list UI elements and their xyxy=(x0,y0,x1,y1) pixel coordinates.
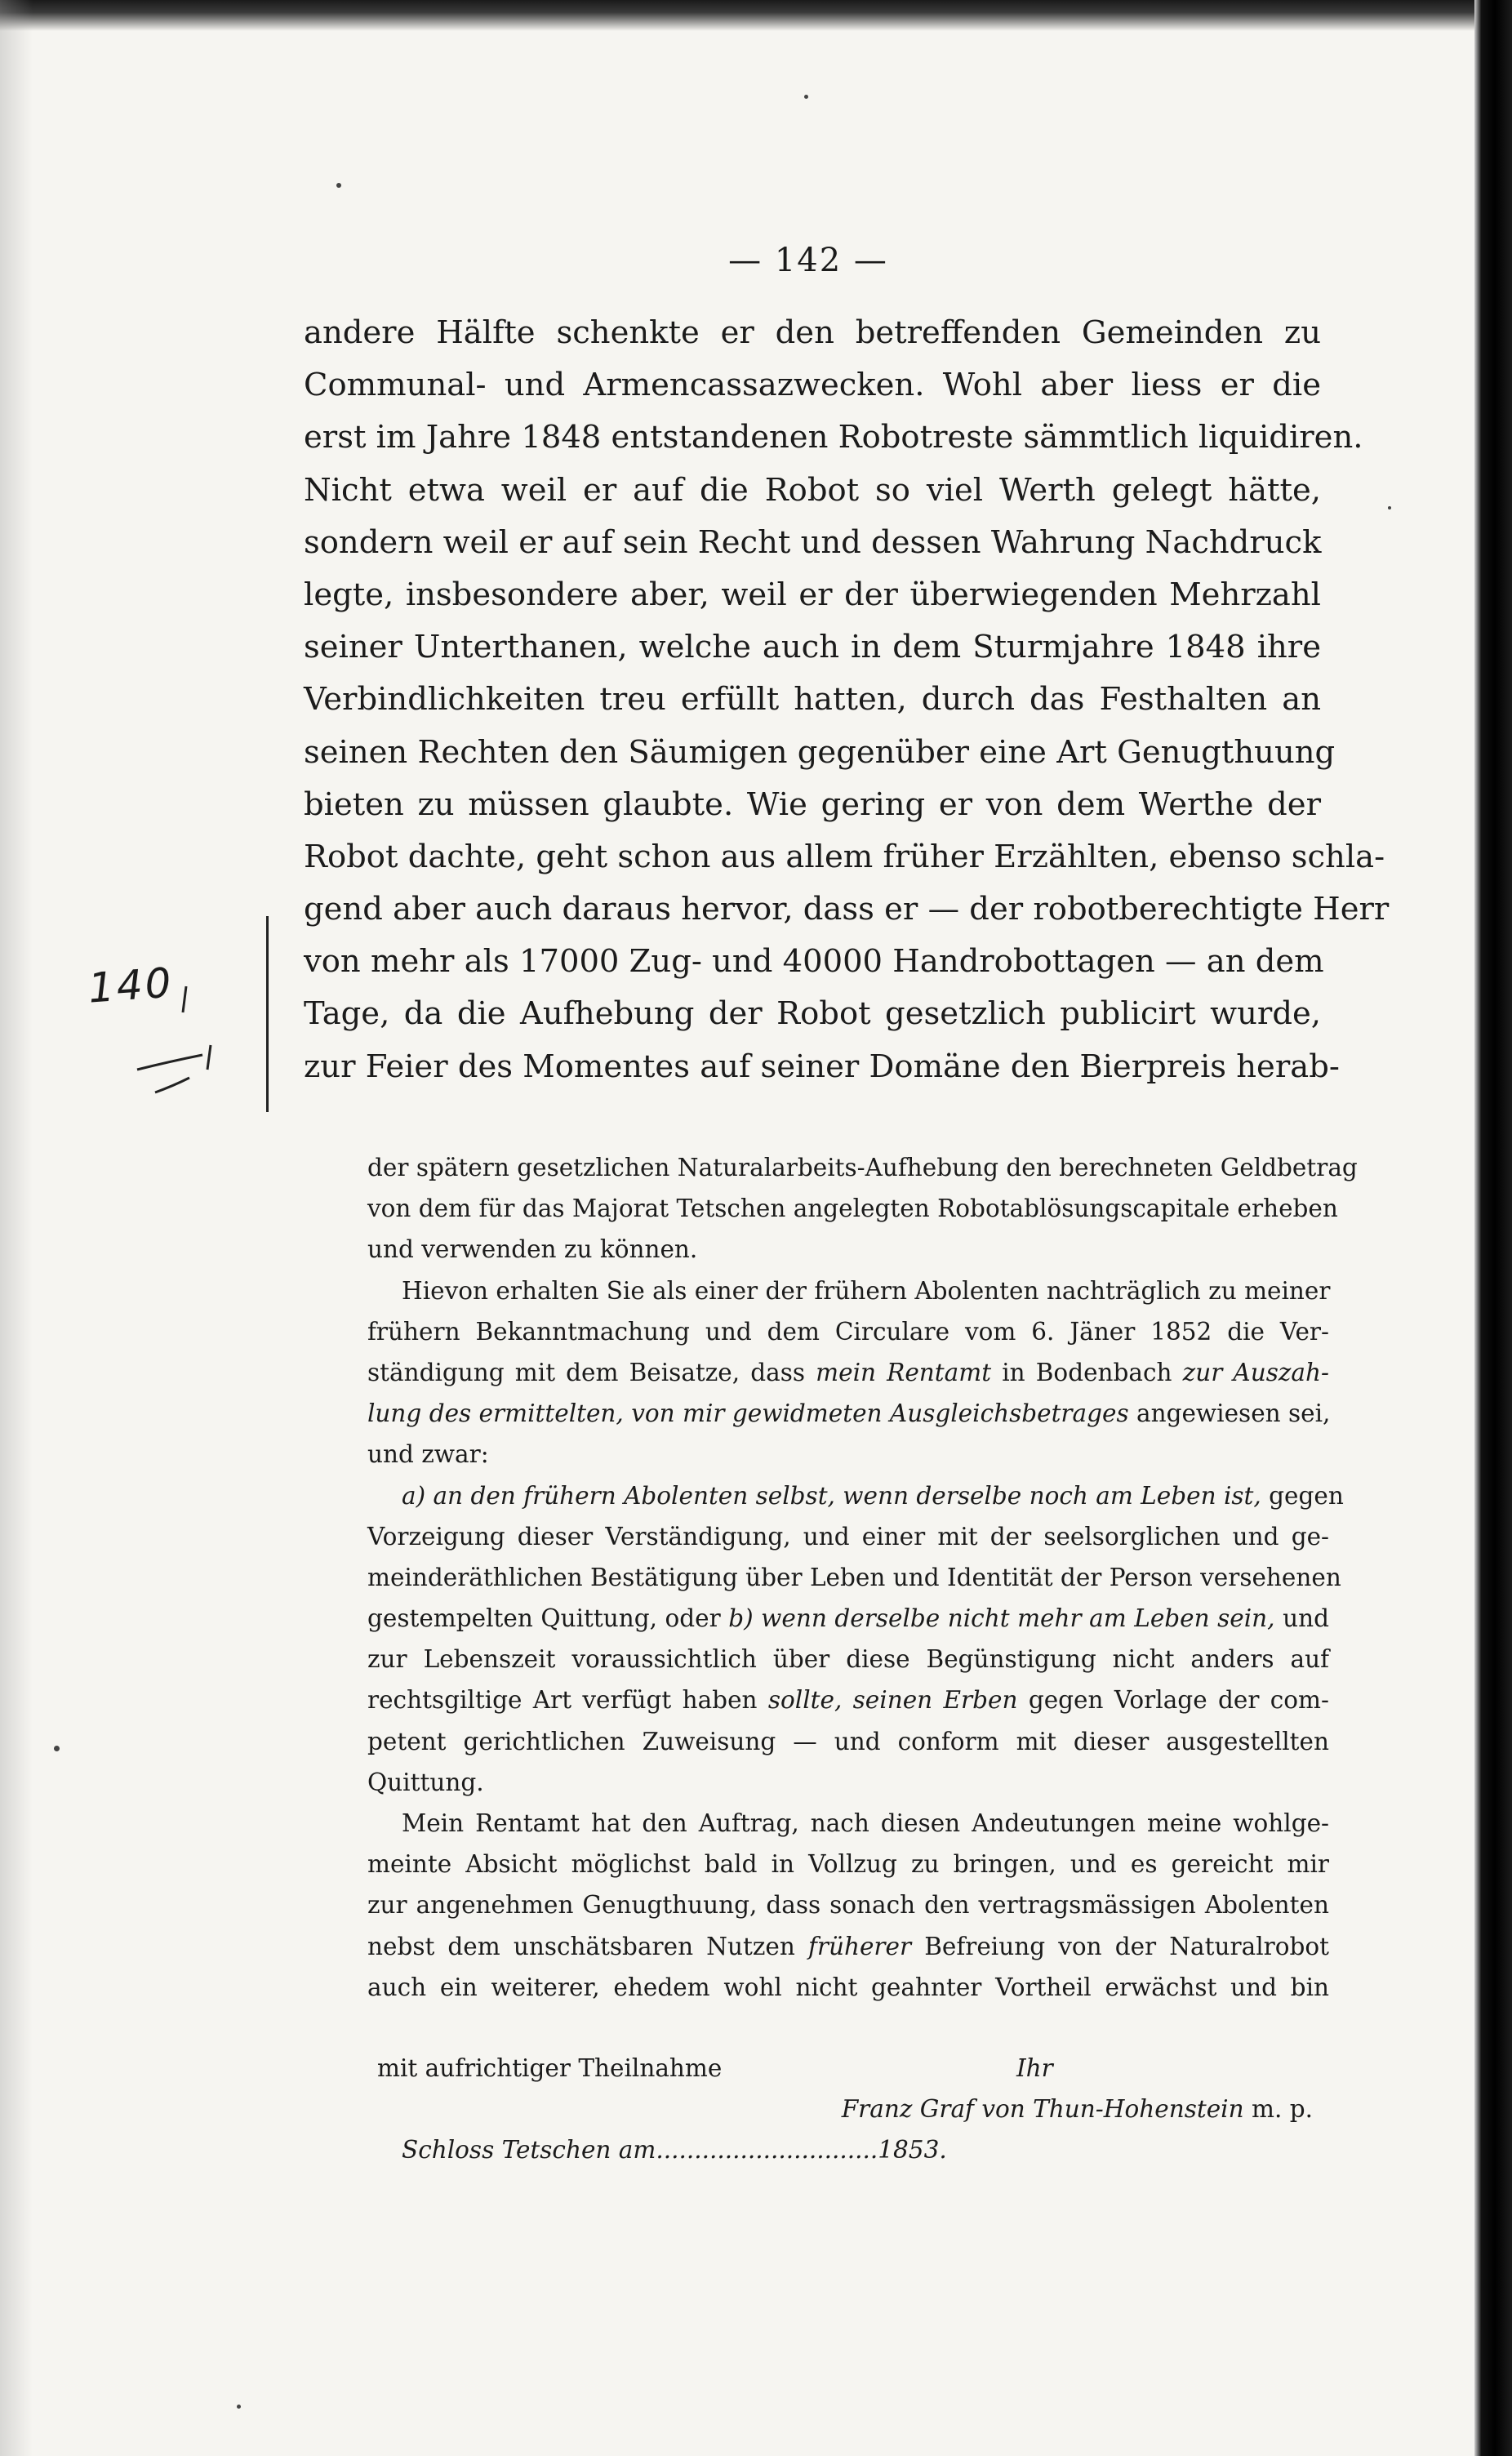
scan-speck xyxy=(1388,506,1391,509)
footnote-line: zur Lebenszeit voraussichtlich über diese Begünstigung nicht anders auf xyxy=(367,1645,1329,1674)
closing-ihr: Ihr xyxy=(1016,2054,1053,2082)
scan-right-border xyxy=(1474,0,1512,2456)
page-number: — 142 — xyxy=(728,242,888,279)
text-line: Robot dachte, geht schon aus allem früher Erzählten, ebenso schla- xyxy=(304,838,1385,875)
footnote-line: und zwar: xyxy=(367,1440,489,1469)
footnote-line: frühern Bekanntmachung und dem Circulare vom 6. Jäner 1852 die Ver- xyxy=(367,1317,1329,1346)
footnote-line xyxy=(367,1352,1329,1393)
text-line: sondern weil er auf sein Recht und dessen Wahrung Nachdruck xyxy=(304,523,1322,561)
footnote-line: Hievon erhalten Sie als einer der frühern Abolenten nachträglich zu meiner xyxy=(402,1276,1331,1305)
text-run: ständigung mit dem Beisatze, dass xyxy=(367,1358,806,1386)
scan-top-edge xyxy=(0,0,1512,31)
text-line: seinen Rechten den Säumigen gegenüber eine Art Genugthuung xyxy=(304,733,1336,771)
text-run: gegen xyxy=(1269,1481,1344,1510)
text-line: bieten zu müssen glaubte. Wie gering er von dem Werthe der xyxy=(304,785,1321,823)
text-run-italic: zur Auszah- xyxy=(1182,1358,1329,1386)
footnote-block xyxy=(367,1147,1358,2008)
text-run-italic: sollte, seinen Erben xyxy=(767,1686,1018,1715)
text-line: Tage, da die Aufhebung der Robot gesetzlich publicirt wurde, xyxy=(304,995,1321,1033)
footnote-line: zur angenehmen Genugthuung, dass sonach den vertragsmässigen Abolenten xyxy=(367,1891,1329,1920)
footnote-line: der spätern gesetzlichen Naturalarbeits-Aufhebung den berechneten Geldbetrag xyxy=(367,1154,1358,1181)
text-run: Befreiung von der Naturalrobot xyxy=(924,1932,1329,1960)
text-run: nebst dem unschätsbaren Nutzen xyxy=(367,1932,795,1960)
footnote-line: petent gerichtlichen Zuweisung — und conform mit dieser ausgestellten xyxy=(367,1727,1329,1755)
signature-closing-row xyxy=(367,2048,1329,2089)
footnote-line xyxy=(367,1393,1329,1434)
scan-speck xyxy=(336,183,341,188)
footnote-line: Quittung. xyxy=(367,1768,484,1796)
footnote-line: und verwenden zu können. xyxy=(367,1235,698,1264)
text-line: erst im Jahre 1848 entstandenen Robotreste sämmtlich liquidiren. xyxy=(304,419,1363,456)
text-run: gestempelten Quittung, oder xyxy=(367,1604,721,1633)
footnote-line: auch ein weiterer, ehedem wohl nicht geahnter Vortheil erwächst und bin xyxy=(367,1973,1329,2001)
footnote-line xyxy=(367,1926,1329,1967)
text-run: in Bodenbach xyxy=(1002,1358,1172,1386)
text-line: seiner Unterthanen, welche auch in dem Sturmjahre 1848 ihre xyxy=(304,629,1321,666)
text-run-italic: früherer xyxy=(807,1932,912,1960)
text-line: Communal- und Armencassazwecken. Wohl aber liess er die xyxy=(304,367,1321,404)
scan-left-edge xyxy=(0,0,33,2456)
signatory xyxy=(842,2089,1313,2129)
footnote-line: von dem für das Majorat Tetschen angelegten Robotablösungscapitale erheben xyxy=(367,1195,1338,1223)
signature-block xyxy=(367,2048,1329,2170)
margin-pencil-marks xyxy=(88,947,251,1102)
footnote-line xyxy=(367,1598,1329,1639)
footnote-line: meinderäthlichen Bestätigung über Leben und Identität der Person versehenen xyxy=(367,1563,1341,1591)
text-run: und xyxy=(1283,1604,1329,1633)
signature-place-row xyxy=(367,2129,1329,2170)
text-run-italic: b) wenn derselbe nicht mehr am Leben sein, xyxy=(728,1604,1275,1633)
signatory-name: Franz Graf von Thun-Hohenstein xyxy=(841,2095,1244,2123)
closing-text: mit aufrichtiger Theilnahme xyxy=(377,2054,723,2082)
scan-speck xyxy=(237,2405,241,2409)
main-text xyxy=(304,307,1390,1093)
footnote-line xyxy=(367,1475,1344,1516)
text-run-italic: a) an den frühern Abolenten selbst, wenn derselbe noch am Leben ist, xyxy=(402,1481,1261,1510)
text-line: legte, insbesondere aber, weil er der überwiegenden Mehrzahl xyxy=(304,576,1321,613)
text-line: Nicht etwa weil er auf die Robot so viel Werth gelegt hätte, xyxy=(304,471,1321,509)
margin-handwritten-note xyxy=(88,947,251,1102)
text-line: zur Feier des Momentes auf seiner Domäne den Bierpreis herab- xyxy=(304,1048,1340,1085)
margin-note-text: 140 xyxy=(87,959,176,1012)
margin-pencil-line xyxy=(266,916,269,1112)
footnote-line: meinte Absicht möglichst bald in Vollzug zu bringen, und es gereicht mir xyxy=(367,1850,1329,1879)
signature-name-row xyxy=(367,2089,1329,2129)
footnote-line: Vorzeigung dieser Verständigung, und einer mit der seelsorglichen und ge- xyxy=(367,1522,1329,1551)
text-run-italic: lung des ermittelten, von mir gewidmeten Ausgleichsbetrages xyxy=(367,1399,1129,1428)
text-line: Verbindlichkeiten treu erfüllt hatten, durch das Festhalten an xyxy=(304,681,1321,719)
text-run: gegen Vorlage der com- xyxy=(1028,1686,1329,1715)
text-run: rechtsgiltige Art verfügt haben xyxy=(367,1686,758,1715)
scan-speck xyxy=(54,1746,60,1751)
text-run-italic: mein Rentamt xyxy=(816,1358,992,1386)
footnote-line xyxy=(367,1680,1329,1720)
text-line: von mehr als 17000 Zug- und 40000 Handrobottagen — an dem xyxy=(304,943,1324,981)
text-run: angewiesen sei, xyxy=(1136,1399,1331,1428)
place-date: Schloss Tetschen am.............................1853. xyxy=(402,2136,947,2164)
scan-speck xyxy=(804,95,808,99)
signatory-suffix: m. p. xyxy=(1252,2095,1313,2123)
footnote-line: Mein Rentamt hat den Auftrag, nach diesen Andeutungen meine wohlge- xyxy=(402,1809,1329,1837)
text-line: gend aber auch daraus hervor, dass er — der robotberechtigte Herr xyxy=(304,891,1390,928)
text-line: andere Hälfte schenkte er den betreffenden Gemeinden zu xyxy=(304,314,1321,351)
